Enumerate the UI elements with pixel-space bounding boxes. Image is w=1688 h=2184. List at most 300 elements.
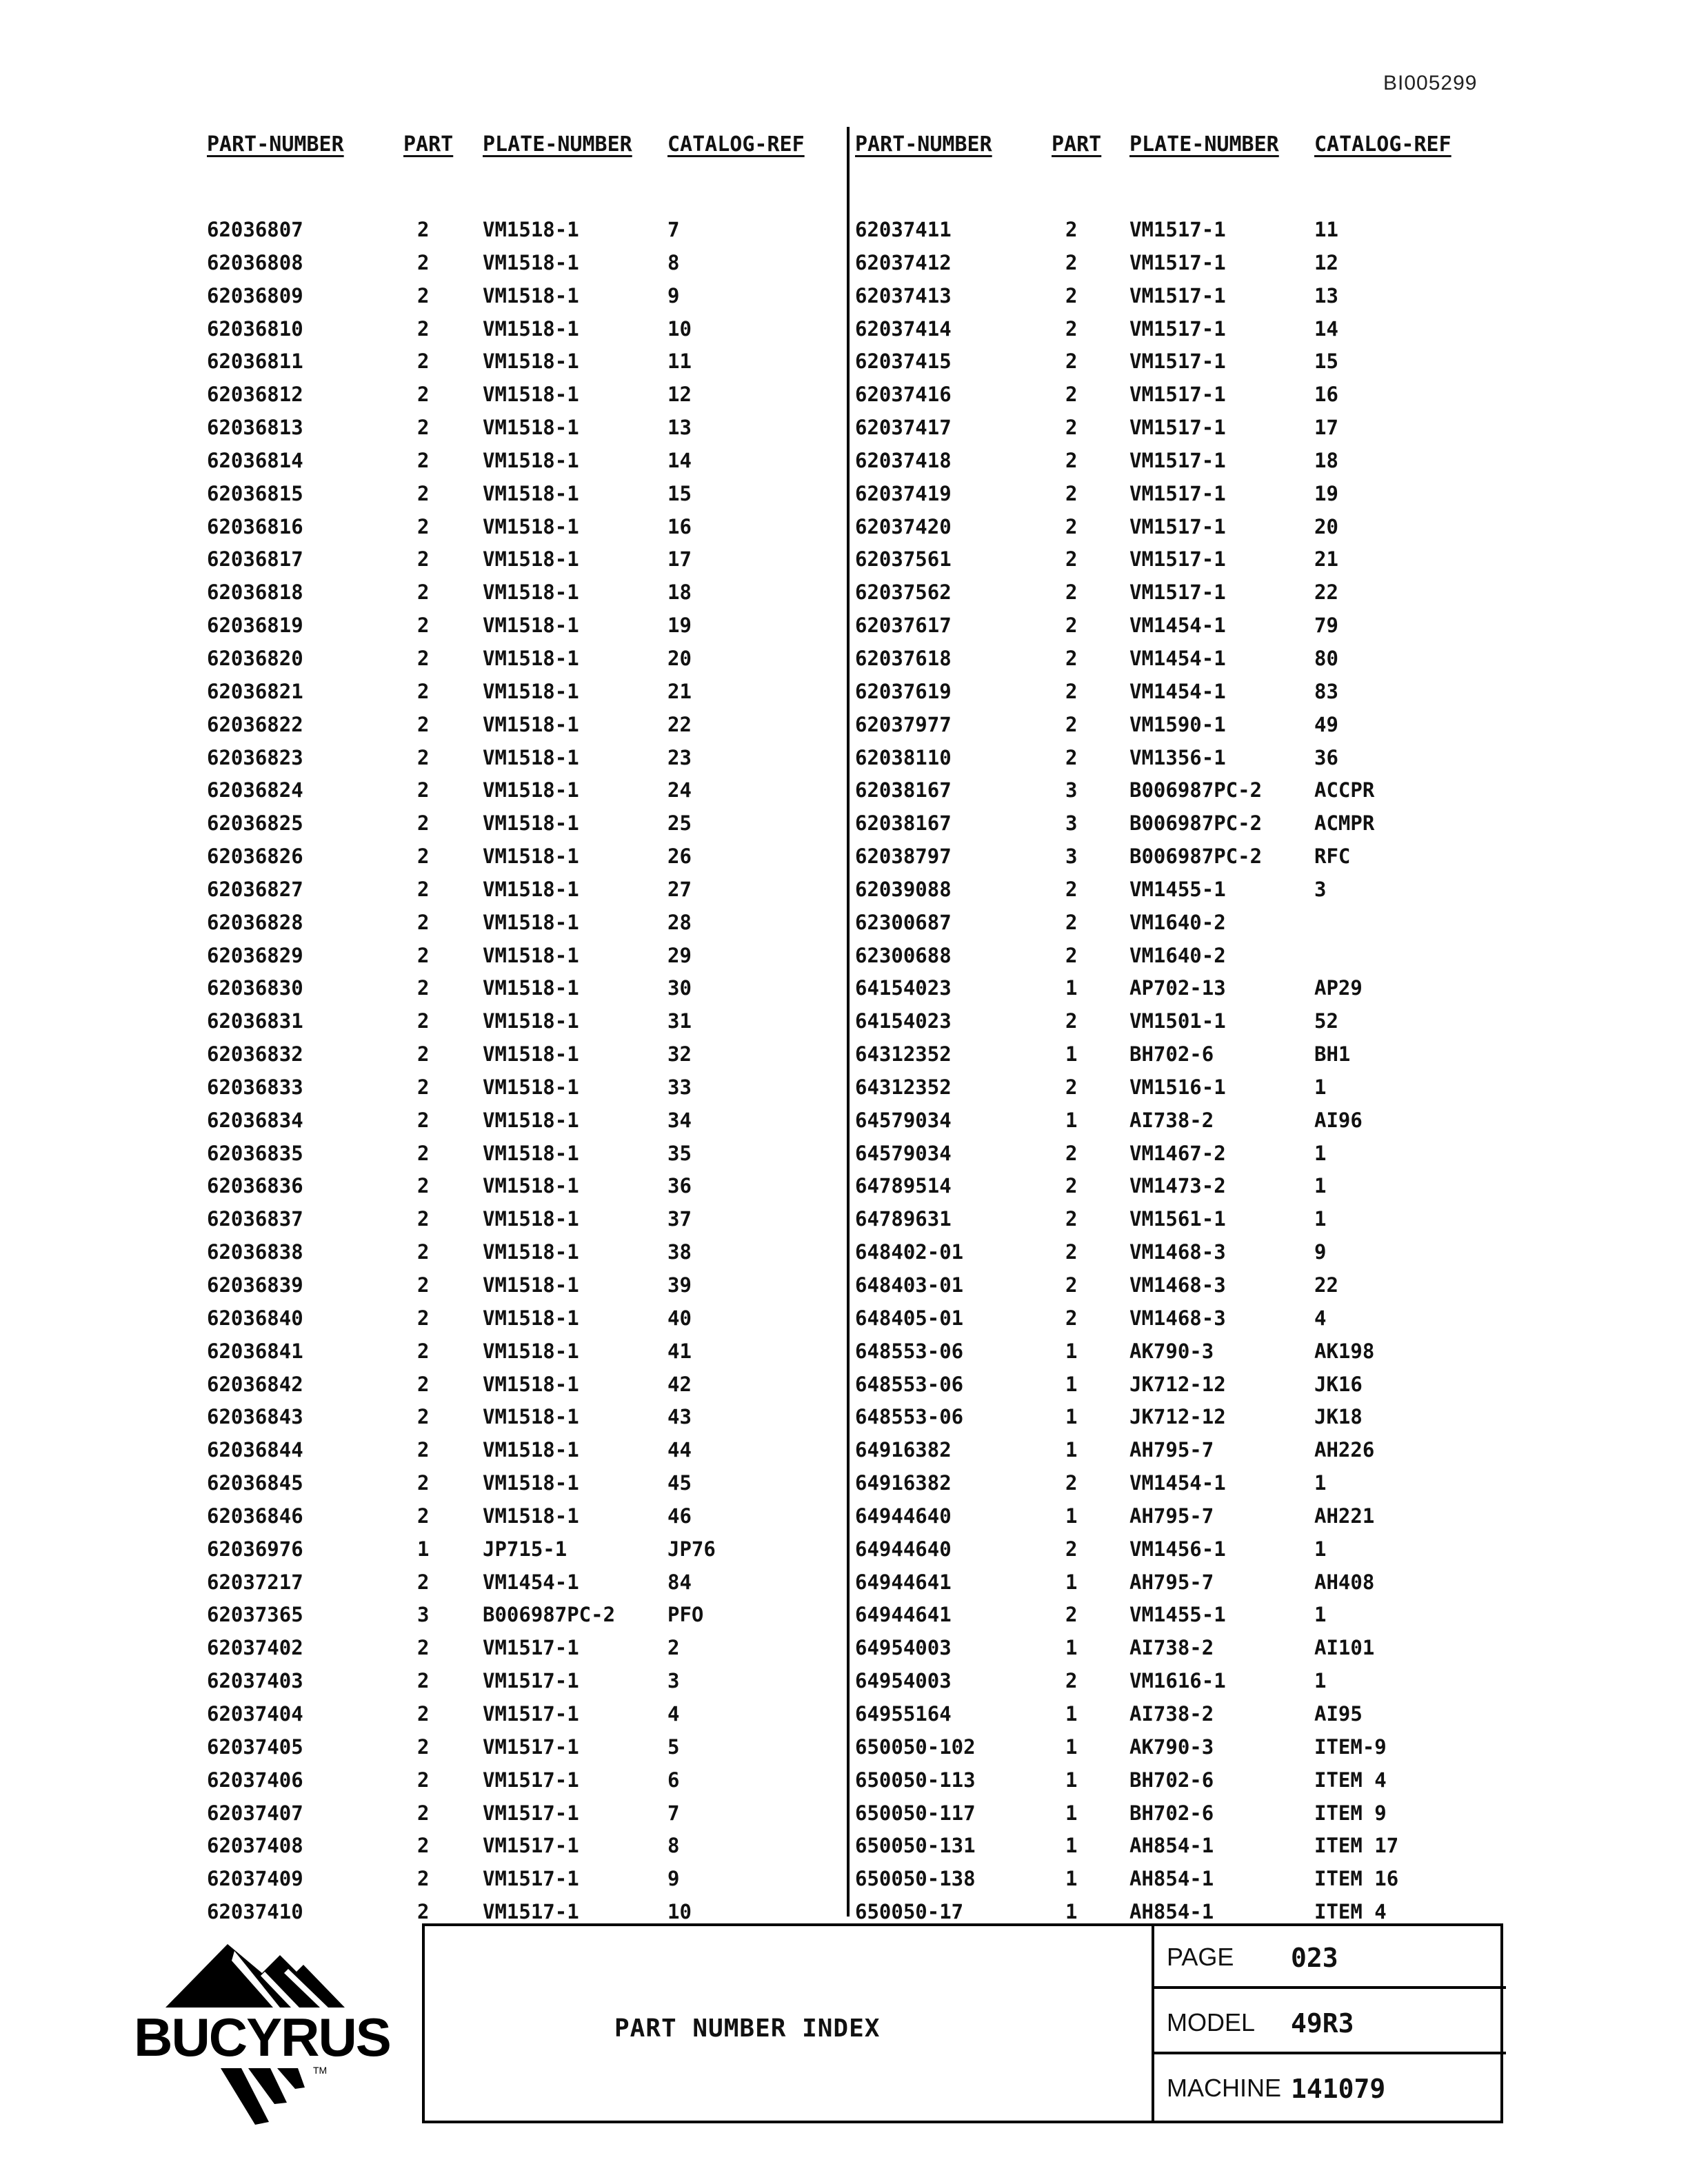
cell-part-number: 62036976 — [207, 1537, 303, 1561]
cell-part-number: 62300688 — [855, 943, 952, 967]
cell-part-number: 62036821 — [207, 679, 303, 703]
cell-catalog-ref: 1 — [1314, 1174, 1327, 1198]
cell-part-number: 62037412 — [855, 250, 952, 274]
cell-plate-number: VM1356-1 — [1129, 745, 1226, 769]
cell-part-number: 62037405 — [207, 1735, 303, 1759]
header-part-number: PART-NUMBER — [207, 132, 344, 156]
cell-plate-number: VM1455-1 — [1129, 877, 1226, 901]
cell-plate-number: VM1518-1 — [483, 910, 579, 934]
cell-catalog-ref: 45 — [667, 1471, 692, 1495]
cell-part-number: 64789631 — [855, 1207, 952, 1231]
cell-part: 2 — [1065, 1075, 1078, 1099]
cell-plate-number: AH795-7 — [1129, 1504, 1214, 1528]
cell-plate-number: AI738-2 — [1129, 1701, 1214, 1726]
cell-part: 2 — [417, 1306, 430, 1330]
cell-catalog-ref: 6 — [667, 1768, 680, 1792]
cell-part-number: 62036810 — [207, 316, 303, 341]
cell-catalog-ref: ITEM 9 — [1314, 1801, 1387, 1825]
cell-plate-number: VM1518-1 — [483, 547, 579, 572]
table-row — [855, 482, 1517, 515]
cell-plate-number: AK790-3 — [1129, 1735, 1214, 1759]
cell-part-number: 62037977 — [855, 712, 952, 736]
cell-part: 2 — [417, 514, 430, 538]
cell-catalog-ref: 12 — [667, 383, 692, 407]
cell-part: 1 — [417, 1537, 430, 1561]
cell-plate-number: VM1517-1 — [483, 1701, 579, 1726]
cell-part-number: 62036832 — [207, 1042, 303, 1066]
cell-plate-number: VM1518-1 — [483, 1372, 579, 1396]
cell-part: 2 — [417, 1768, 430, 1792]
header-plate-number: PLATE-NUMBER — [1129, 132, 1279, 156]
cell-catalog-ref: 1 — [1314, 1669, 1327, 1693]
cell-part: 2 — [417, 1174, 430, 1198]
cell-part-number: 62036815 — [207, 481, 303, 505]
cell-part: 2 — [417, 1207, 430, 1231]
header-part: PART — [403, 132, 454, 156]
cell-part-number: 62036830 — [207, 976, 303, 1000]
cell-catalog-ref: ACCPR — [1314, 778, 1375, 802]
cell-part-number: 62037413 — [855, 283, 952, 307]
table-row — [855, 1834, 1517, 1867]
table-row — [207, 1339, 869, 1373]
cell-part-number: 62036811 — [207, 350, 303, 374]
cell-plate-number: VM1590-1 — [1129, 712, 1226, 736]
cell-plate-number: VM1456-1 — [1129, 1537, 1226, 1561]
table-row — [207, 1207, 869, 1240]
table-row — [855, 1207, 1517, 1240]
cell-part: 3 — [1065, 811, 1078, 836]
header-catalog-ref: CATALOG-REF — [1314, 132, 1451, 156]
cell-catalog-ref: ITEM 17 — [1314, 1834, 1399, 1858]
cell-catalog-ref: 10 — [667, 1900, 692, 1924]
table-row — [855, 251, 1517, 284]
cell-part-number: 62036846 — [207, 1504, 303, 1528]
cell-part: 2 — [417, 580, 430, 605]
table-row — [855, 1603, 1517, 1636]
cell-part: 3 — [417, 1603, 430, 1627]
cell-part: 1 — [1065, 1339, 1078, 1363]
cell-part: 2 — [1065, 283, 1078, 307]
cell-part: 2 — [417, 1042, 430, 1066]
table-row — [855, 845, 1517, 878]
cell-part-number: 62037619 — [855, 679, 952, 703]
cell-part: 1 — [1065, 1768, 1078, 1792]
cell-part-number: 62037562 — [855, 580, 952, 605]
table-row — [207, 1373, 869, 1406]
table-row — [855, 1636, 1517, 1669]
cell-part-number: 650050-117 — [855, 1801, 976, 1825]
cell-catalog-ref: 7 — [667, 218, 680, 241]
cell-part-number: 62037409 — [207, 1867, 303, 1891]
cell-plate-number: VM1454-1 — [483, 1570, 579, 1594]
cell-part: 2 — [417, 1636, 430, 1660]
table-row — [855, 1042, 1517, 1075]
cell-catalog-ref: 36 — [667, 1174, 692, 1198]
cell-catalog-ref: AI101 — [1314, 1636, 1375, 1660]
cell-catalog-ref: 3 — [1314, 877, 1327, 901]
table-row — [207, 449, 869, 482]
cell-plate-number: VM1517-1 — [1129, 547, 1226, 572]
cell-plate-number: B006987PC-2 — [1129, 845, 1263, 869]
cell-part: 2 — [417, 778, 430, 802]
cell-part: 1 — [1065, 1405, 1078, 1429]
cell-part-number: 64916382 — [855, 1438, 952, 1462]
cell-catalog-ref: JK16 — [1314, 1372, 1363, 1396]
table-row — [855, 614, 1517, 647]
cell-part-number: 64154023 — [855, 1009, 952, 1033]
cell-catalog-ref: 28 — [667, 910, 692, 934]
cell-catalog-ref: 42 — [667, 1372, 692, 1396]
cell-part: 1 — [1065, 1701, 1078, 1726]
cell-part-number: 62037407 — [207, 1801, 303, 1825]
cell-plate-number: VM1518-1 — [483, 283, 579, 307]
cell-plate-number: VM1518-1 — [483, 1141, 579, 1165]
cell-part-number: 62036824 — [207, 778, 303, 802]
cell-plate-number: VM1518-1 — [483, 1042, 579, 1066]
cell-plate-number: VM1517-1 — [483, 1867, 579, 1891]
cell-plate-number: VM1518-1 — [483, 745, 579, 769]
table-row — [855, 1075, 1517, 1109]
cell-catalog-ref: 14 — [667, 448, 692, 472]
cell-catalog-ref: 49 — [1314, 712, 1338, 736]
cell-plate-number: AH795-7 — [1129, 1438, 1214, 1462]
table-row — [207, 515, 869, 548]
cell-catalog-ref: 1 — [1314, 1471, 1327, 1495]
table-row — [207, 647, 869, 680]
cell-catalog-ref: 30 — [667, 976, 692, 1000]
table-row — [207, 1768, 869, 1801]
cell-plate-number: VM1518-1 — [483, 1174, 579, 1198]
table-row — [207, 614, 869, 647]
table-row — [207, 218, 869, 251]
cell-part: 1 — [1065, 1834, 1078, 1858]
page-value: 023 — [1291, 1943, 1338, 1973]
table-row — [207, 1438, 869, 1471]
cell-plate-number: VM1468-3 — [1129, 1273, 1226, 1297]
cell-catalog-ref: 8 — [667, 1834, 680, 1858]
cell-part: 2 — [417, 1240, 430, 1264]
cell-part: 2 — [417, 1834, 430, 1858]
cell-plate-number: BH702-6 — [1129, 1801, 1214, 1825]
table-row — [207, 1570, 869, 1604]
cell-part: 2 — [1065, 943, 1078, 967]
cell-plate-number: VM1517-1 — [1129, 218, 1226, 241]
cell-plate-number: AI738-2 — [1129, 1108, 1214, 1132]
cell-part-number: 64944640 — [855, 1537, 952, 1561]
cell-plate-number: VM1517-1 — [1129, 316, 1226, 341]
cell-part-number: 648553-06 — [855, 1372, 964, 1396]
cell-plate-number: AH854-1 — [1129, 1834, 1214, 1858]
cell-part-number: 62037617 — [855, 614, 952, 638]
cell-part: 2 — [417, 547, 430, 572]
cell-catalog-ref: 9 — [1314, 1240, 1327, 1264]
cell-part: 2 — [417, 745, 430, 769]
table-row — [855, 1471, 1517, 1504]
table-row — [207, 284, 869, 317]
table-row — [207, 1636, 869, 1669]
cell-part-number: 64944640 — [855, 1504, 952, 1528]
cell-part-number: 62036831 — [207, 1009, 303, 1033]
cell-plate-number: VM1517-1 — [1129, 383, 1226, 407]
cell-plate-number: VM1518-1 — [483, 845, 579, 869]
cell-part-number: 62039088 — [855, 877, 952, 901]
cell-part: 1 — [1065, 1438, 1078, 1462]
table-row — [855, 1109, 1517, 1142]
table-row — [207, 1306, 869, 1339]
cell-plate-number: VM1516-1 — [1129, 1075, 1226, 1099]
cell-plate-number: VM1517-1 — [483, 1669, 579, 1693]
cell-catalog-ref: 16 — [667, 514, 692, 538]
table-row — [207, 911, 869, 944]
cell-plate-number: VM1518-1 — [483, 1009, 579, 1033]
table-row — [855, 1142, 1517, 1175]
table-row — [855, 976, 1517, 1009]
cell-part: 2 — [1065, 745, 1078, 769]
cell-part-number: 62037406 — [207, 1768, 303, 1792]
cell-catalog-ref: 1 — [1314, 1603, 1327, 1627]
cell-part: 2 — [417, 943, 430, 967]
cell-plate-number: VM1454-1 — [1129, 1471, 1226, 1495]
cell-part: 1 — [1065, 1636, 1078, 1660]
cell-part-number: 62300687 — [855, 910, 952, 934]
cell-catalog-ref: 21 — [667, 679, 692, 703]
cell-plate-number: VM1468-3 — [1129, 1306, 1226, 1330]
cell-part-number: 62036840 — [207, 1306, 303, 1330]
cell-part-number: 62037411 — [855, 218, 952, 241]
cell-catalog-ref: AP29 — [1314, 976, 1363, 1000]
cell-plate-number: VM1518-1 — [483, 646, 579, 670]
cell-catalog-ref: RFC — [1314, 845, 1351, 869]
cell-catalog-ref: 4 — [667, 1701, 680, 1726]
cell-plate-number: VM1517-1 — [483, 1636, 579, 1660]
table-row — [855, 1273, 1517, 1306]
cell-catalog-ref: 20 — [667, 646, 692, 670]
table-row — [207, 1867, 869, 1900]
cell-part: 2 — [417, 712, 430, 736]
cell-part: 2 — [1065, 416, 1078, 440]
cell-plate-number: VM1473-2 — [1129, 1174, 1226, 1198]
cell-plate-number: VM1518-1 — [483, 1108, 579, 1132]
table-row — [207, 778, 869, 811]
cell-plate-number: VM1518-1 — [483, 514, 579, 538]
cell-part-number: 62037415 — [855, 350, 952, 374]
cell-catalog-ref: ITEM 4 — [1314, 1900, 1387, 1924]
cell-part: 2 — [417, 976, 430, 1000]
cell-part: 2 — [1065, 1603, 1078, 1627]
table-row — [855, 383, 1517, 416]
cell-plate-number: VM1518-1 — [483, 811, 579, 836]
machine-cell — [1154, 2054, 1506, 2120]
cell-part-number: 62037404 — [207, 1701, 303, 1726]
cell-catalog-ref: 27 — [667, 877, 692, 901]
cell-catalog-ref: 39 — [667, 1273, 692, 1297]
cell-part-number: 62036808 — [207, 250, 303, 274]
cell-part-number: 62036816 — [207, 514, 303, 538]
table-row — [855, 878, 1517, 911]
cell-plate-number: VM1518-1 — [483, 1339, 579, 1363]
cell-part-number: 62036818 — [207, 580, 303, 605]
cell-part-number: 62037410 — [207, 1900, 303, 1924]
cell-catalog-ref: 22 — [1314, 580, 1338, 605]
table-row — [855, 1438, 1517, 1471]
cell-catalog-ref: 46 — [667, 1504, 692, 1528]
cell-part: 2 — [1065, 1537, 1078, 1561]
cell-catalog-ref: ITEM 4 — [1314, 1768, 1387, 1792]
cell-plate-number: VM1640-2 — [1129, 910, 1226, 934]
cell-plate-number: VM1517-1 — [1129, 416, 1226, 440]
table-row — [207, 580, 869, 614]
cell-part: 2 — [1065, 1669, 1078, 1693]
cell-plate-number: VM1640-2 — [1129, 943, 1226, 967]
cell-part: 2 — [417, 218, 430, 241]
table-row — [855, 1174, 1517, 1207]
cell-part: 2 — [1065, 646, 1078, 670]
cell-part: 2 — [417, 845, 430, 869]
cell-plate-number: VM1518-1 — [483, 350, 579, 374]
cell-plate-number: VM1454-1 — [1129, 614, 1226, 638]
cell-plate-number: AP702-13 — [1129, 976, 1226, 1000]
cell-plate-number: VM1616-1 — [1129, 1669, 1226, 1693]
cell-part-number: 62037419 — [855, 481, 952, 505]
cell-plate-number: VM1517-1 — [483, 1735, 579, 1759]
cell-part-number: 62036819 — [207, 614, 303, 638]
cell-plate-number: JK712-12 — [1129, 1405, 1226, 1429]
cell-part-number: 62037403 — [207, 1669, 303, 1693]
cell-part-number: 62036839 — [207, 1273, 303, 1297]
cell-part: 2 — [417, 614, 430, 638]
title-block — [422, 1923, 1503, 2123]
cell-part-number: 64154023 — [855, 976, 952, 1000]
cell-part-number: 64579034 — [855, 1108, 952, 1132]
cell-part-number: 62036836 — [207, 1174, 303, 1198]
table-row — [855, 1306, 1517, 1339]
cell-catalog-ref: 84 — [667, 1570, 692, 1594]
cell-plate-number: VM1517-1 — [1129, 580, 1226, 605]
cell-catalog-ref: 13 — [1314, 283, 1338, 307]
cell-catalog-ref: 17 — [1314, 416, 1338, 440]
table-row — [207, 1042, 869, 1075]
cell-plate-number: VM1517-1 — [1129, 350, 1226, 374]
cell-catalog-ref: 32 — [667, 1042, 692, 1066]
cell-catalog-ref: AH408 — [1314, 1570, 1375, 1594]
cell-plate-number: VM1501-1 — [1129, 1009, 1226, 1033]
cell-plate-number: B006987PC-2 — [483, 1603, 616, 1627]
cell-plate-number: VM1518-1 — [483, 679, 579, 703]
table-row — [855, 778, 1517, 811]
cell-part-number: 62037417 — [855, 416, 952, 440]
cell-part-number: 62038167 — [855, 811, 952, 836]
table-row — [207, 1801, 869, 1834]
cell-plate-number: VM1518-1 — [483, 1405, 579, 1429]
cell-part-number: 62037365 — [207, 1603, 303, 1627]
cell-catalog-ref: 14 — [1314, 316, 1338, 341]
cell-part-number: 62038167 — [855, 778, 952, 802]
table-row — [855, 1735, 1517, 1768]
cell-catalog-ref: 1 — [1314, 1537, 1327, 1561]
table-row — [855, 350, 1517, 383]
cell-part: 2 — [1065, 679, 1078, 703]
cell-part-number: 64579034 — [855, 1141, 952, 1165]
cell-part-number: 62037217 — [207, 1570, 303, 1594]
cell-part: 2 — [1065, 1141, 1078, 1165]
document-id: BI005299 — [1383, 72, 1478, 94]
cell-catalog-ref: 8 — [667, 250, 680, 274]
cell-part: 2 — [1065, 580, 1078, 605]
table-row — [855, 1373, 1517, 1406]
cell-part: 1 — [1065, 1504, 1078, 1528]
cell-part: 2 — [417, 1141, 430, 1165]
table-row — [207, 1405, 869, 1438]
cell-part-number: 62036825 — [207, 811, 303, 836]
table-row — [207, 1669, 869, 1702]
table-row — [207, 878, 869, 911]
cell-catalog-ref: ACMPR — [1314, 811, 1375, 836]
cell-part-number: 62036820 — [207, 646, 303, 670]
cell-plate-number: VM1517-1 — [483, 1900, 579, 1924]
cell-part: 1 — [1065, 1108, 1078, 1132]
cell-part-number: 64955164 — [855, 1701, 952, 1726]
cell-plate-number: B006987PC-2 — [1129, 811, 1263, 836]
cell-catalog-ref: 17 — [667, 547, 692, 572]
table-row — [207, 1537, 869, 1570]
table-row — [207, 746, 869, 779]
table-row — [207, 1735, 869, 1768]
page-title: PART NUMBER INDEX — [614, 2014, 881, 2043]
cell-part-number: 650050-17 — [855, 1900, 964, 1924]
cell-plate-number: VM1518-1 — [483, 580, 579, 605]
cell-part-number: 650050-138 — [855, 1867, 976, 1891]
table-row — [855, 1867, 1517, 1900]
cell-plate-number: VM1518-1 — [483, 316, 579, 341]
cell-part: 2 — [417, 448, 430, 472]
table-row — [207, 1504, 869, 1537]
table-row — [207, 1009, 869, 1042]
cell-catalog-ref: 38 — [667, 1240, 692, 1264]
cell-part: 2 — [417, 646, 430, 670]
table-row — [207, 1603, 869, 1636]
table-row — [207, 944, 869, 977]
cell-part-number: 648403-01 — [855, 1273, 964, 1297]
cell-plate-number: VM1455-1 — [1129, 1603, 1226, 1627]
cell-plate-number: VM1518-1 — [483, 383, 579, 407]
cell-part: 3 — [1065, 845, 1078, 869]
table-row — [207, 976, 869, 1009]
table-row — [855, 218, 1517, 251]
cell-catalog-ref: 31 — [667, 1009, 692, 1033]
table-row — [207, 811, 869, 845]
cell-catalog-ref: ITEM 16 — [1314, 1867, 1399, 1891]
cell-catalog-ref: AK198 — [1314, 1339, 1375, 1363]
cell-plate-number: VM1518-1 — [483, 416, 579, 440]
cell-part: 2 — [417, 416, 430, 440]
cell-part-number: 648402-01 — [855, 1240, 964, 1264]
table-row — [855, 1009, 1517, 1042]
cell-part: 2 — [1065, 712, 1078, 736]
cell-plate-number: VM1518-1 — [483, 448, 579, 472]
cell-catalog-ref: 1 — [1314, 1075, 1327, 1099]
table-row — [207, 1834, 869, 1867]
cell-part-number: 62037416 — [855, 383, 952, 407]
cell-part: 2 — [417, 1471, 430, 1495]
cell-part: 1 — [1065, 1735, 1078, 1759]
table-row — [207, 1142, 869, 1175]
cell-part: 1 — [1065, 976, 1078, 1000]
cell-part-number: 62037561 — [855, 547, 952, 572]
cell-part: 2 — [417, 1900, 430, 1924]
cell-plate-number: VM1517-1 — [483, 1768, 579, 1792]
page-label: PAGE — [1167, 1943, 1234, 1971]
cell-part-number: 64312352 — [855, 1042, 952, 1066]
